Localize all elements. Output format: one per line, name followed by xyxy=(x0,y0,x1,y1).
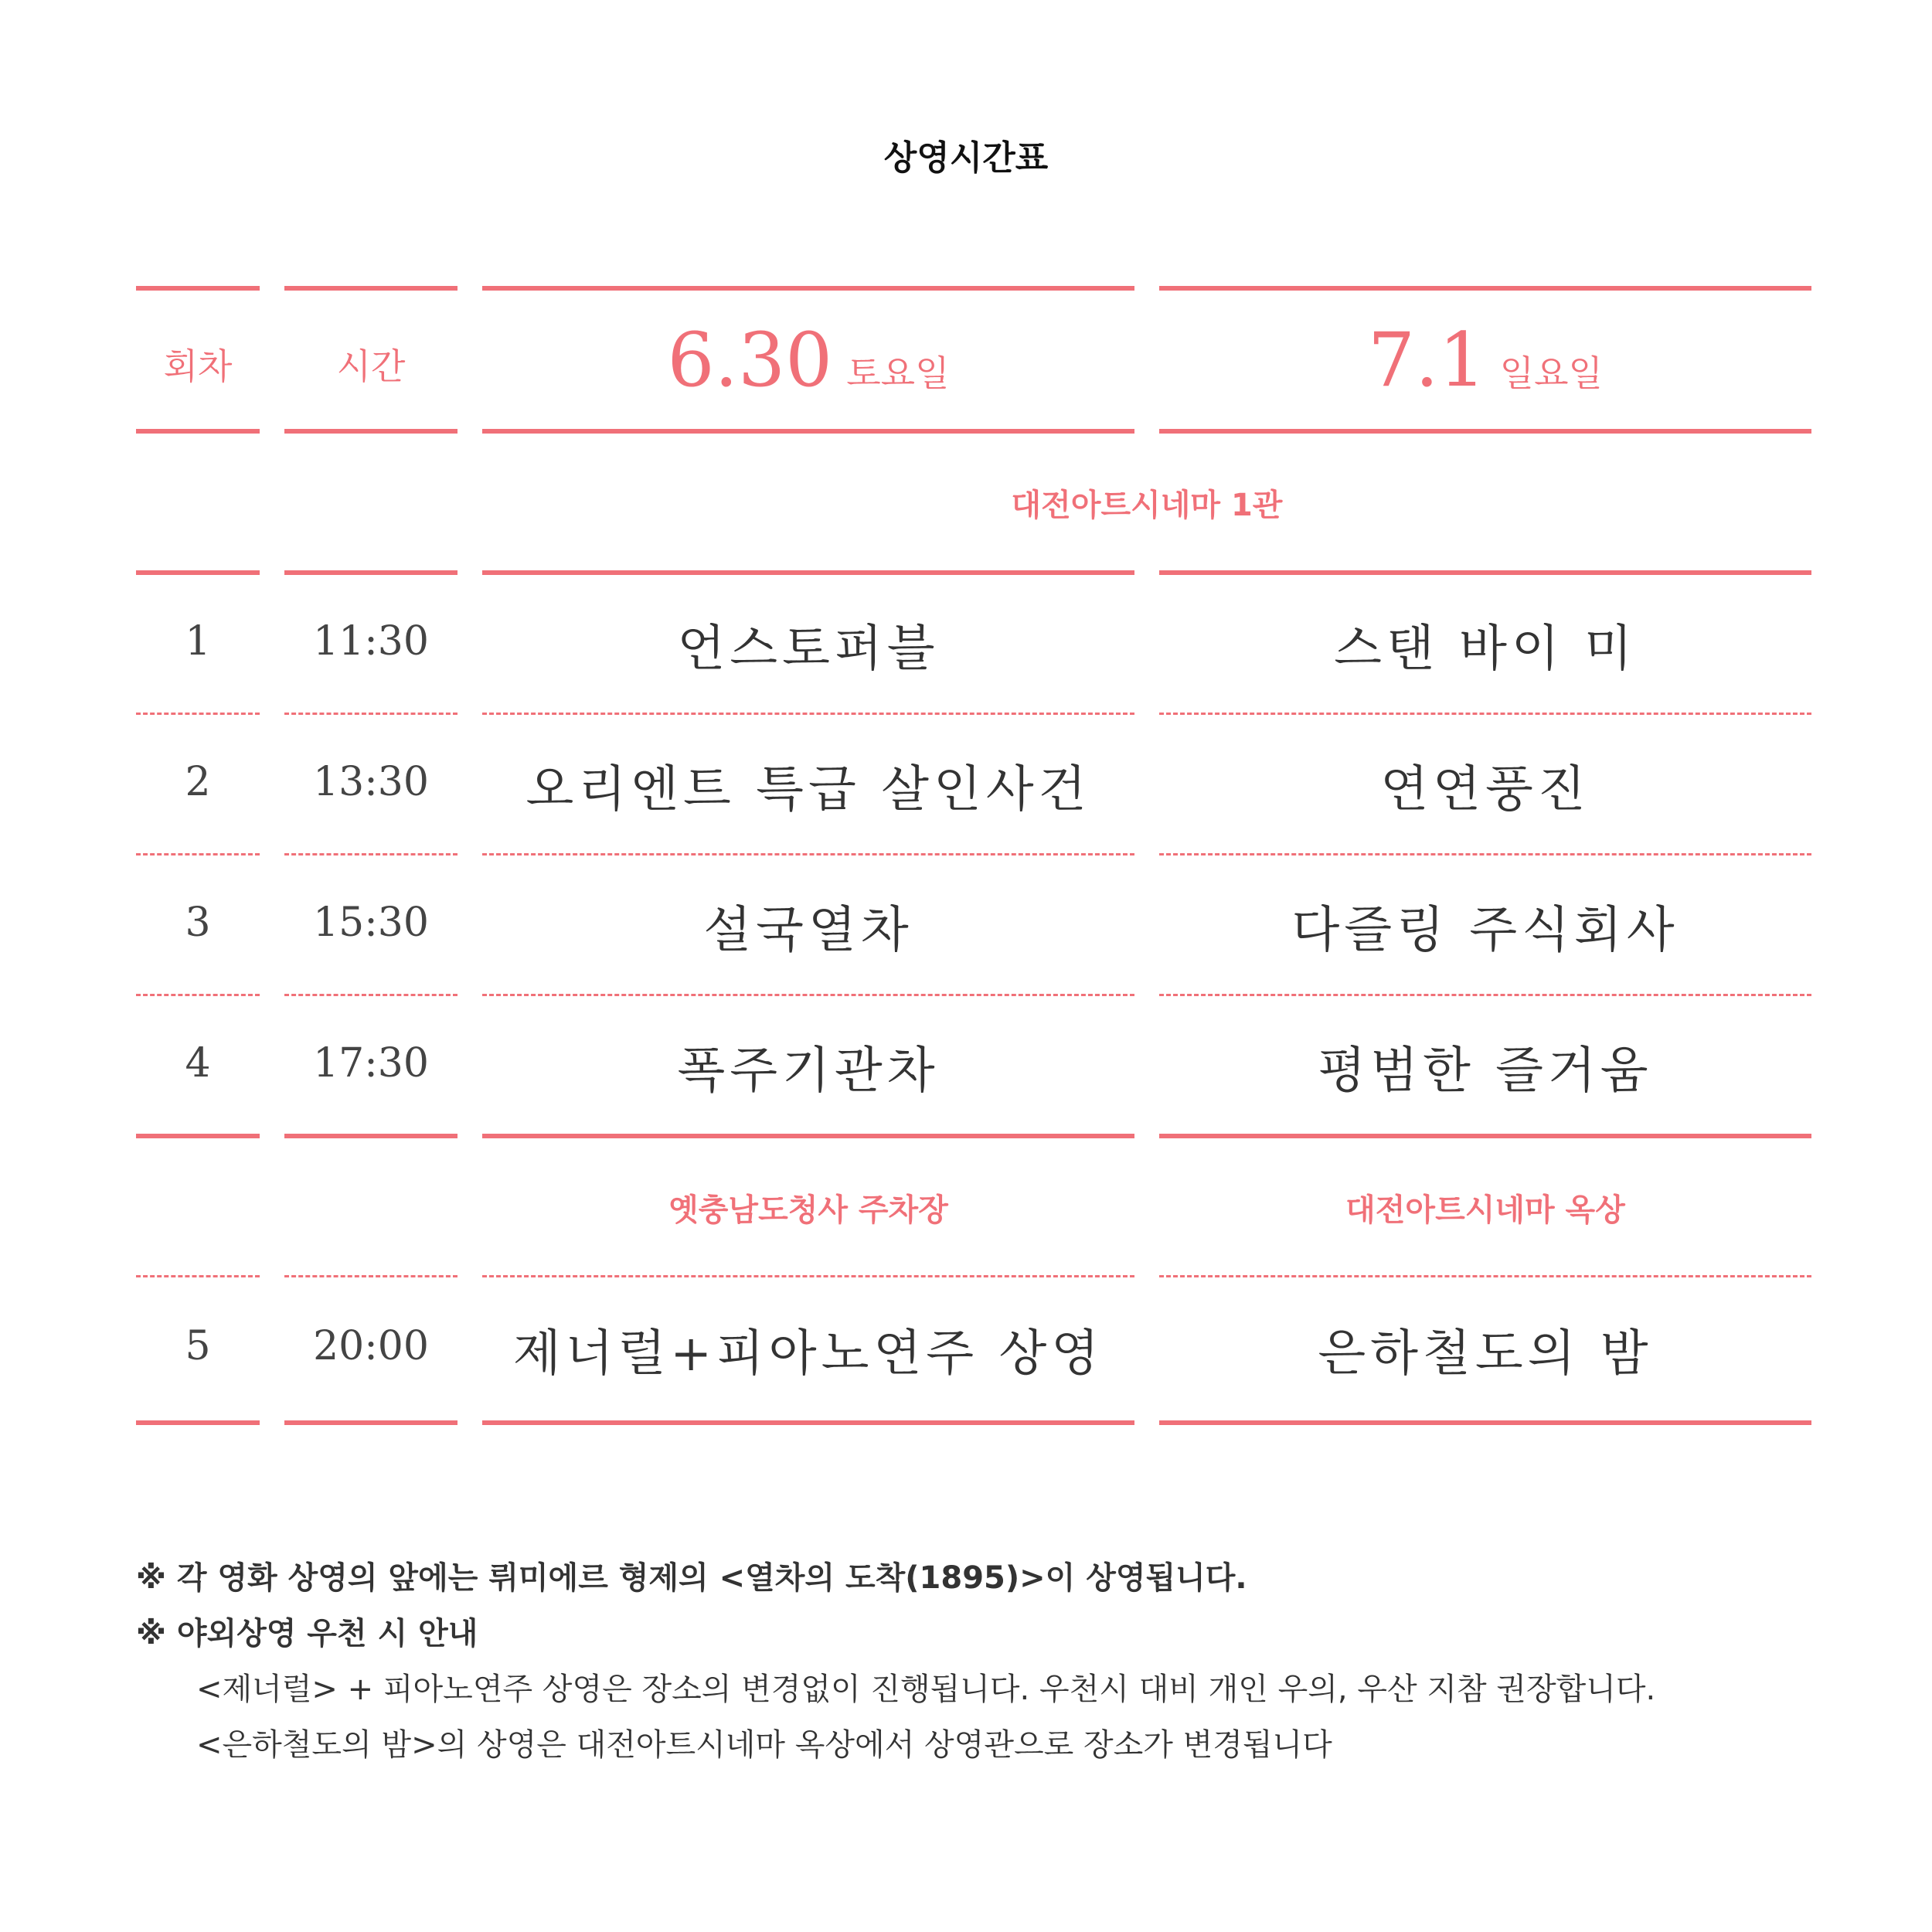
rule xyxy=(136,570,260,575)
note-line: <은하철도의 밤>의 상영은 대전아트시네마 옥상에서 상영관으로 장소가 변경됩니다 xyxy=(196,1727,1332,1763)
rule xyxy=(136,429,260,434)
page-title: 상영시간표 xyxy=(883,138,1049,178)
divider xyxy=(284,1275,457,1277)
rule xyxy=(1159,286,1811,291)
film-cell: 평범한 즐거움 xyxy=(1318,1043,1653,1100)
rule xyxy=(136,1420,260,1425)
round-cell: 5 xyxy=(185,1323,211,1369)
rule xyxy=(284,286,457,291)
day1-weekday: 토요일 xyxy=(846,352,950,394)
header-time: 시간 xyxy=(336,345,406,387)
header-day2 xyxy=(1159,317,1811,403)
venue-outdoor-day2: 대전아트시네마 옥상 xyxy=(1345,1192,1625,1228)
rule xyxy=(284,1134,457,1138)
round-cell: 4 xyxy=(185,1040,211,1087)
divider xyxy=(1159,713,1811,715)
divider xyxy=(136,1275,260,1277)
rule xyxy=(284,1420,457,1425)
rule xyxy=(482,429,1134,434)
venue-main: 대전아트시네마 1관 xyxy=(1011,488,1283,523)
divider xyxy=(136,713,260,715)
time-cell: 13:30 xyxy=(313,759,429,805)
rule xyxy=(1159,1134,1811,1138)
divider xyxy=(136,853,260,855)
divider xyxy=(482,713,1134,715)
rule xyxy=(482,570,1134,575)
day2-date: 7.1 xyxy=(1368,317,1486,403)
divider xyxy=(482,853,1134,855)
rule xyxy=(1159,429,1811,434)
note-line: <제너럴> + 피아노연주 상영은 장소의 변경없이 진행됩니다. 우천시 대비 개인 우의, 우산 지참 권장합니다. xyxy=(196,1672,1656,1707)
divider xyxy=(1159,994,1811,996)
divider xyxy=(482,994,1134,996)
divider xyxy=(284,713,457,715)
rule xyxy=(1159,1420,1811,1425)
rule xyxy=(136,286,260,291)
rule xyxy=(1159,570,1811,575)
divider xyxy=(136,994,260,996)
day2-weekday: 일요일 xyxy=(1499,352,1603,394)
round-cell: 2 xyxy=(185,759,211,805)
film-cell: 오리엔트 특급 살인사건 xyxy=(526,761,1091,818)
round-cell: 3 xyxy=(185,900,211,946)
rule xyxy=(284,570,457,575)
rule xyxy=(482,1420,1134,1425)
film-cell: 설국열차 xyxy=(703,902,913,959)
film-cell: 연연풍진 xyxy=(1380,761,1590,818)
time-cell: 15:30 xyxy=(313,900,429,946)
note-line: ※ 야외상영 우천 시 안내 xyxy=(136,1616,478,1651)
rule xyxy=(136,1134,260,1138)
time-cell: 17:30 xyxy=(313,1040,429,1087)
header-day1 xyxy=(482,317,1134,403)
film-cell: 제너럴+피아노연주 상영 xyxy=(512,1325,1104,1383)
film-cell: 스탠 바이 미 xyxy=(1334,621,1637,678)
header-round: 회차 xyxy=(163,345,233,387)
round-cell: 1 xyxy=(185,618,211,665)
divider xyxy=(482,1275,1134,1277)
film-cell: 폭주기관차 xyxy=(677,1043,940,1100)
rule xyxy=(482,1134,1134,1138)
divider xyxy=(284,994,457,996)
film-cell: 언스토퍼블 xyxy=(677,621,940,678)
venue-outdoor-day1: 옛충남도청사 주차장 xyxy=(668,1192,948,1228)
divider xyxy=(1159,853,1811,855)
time-cell: 20:00 xyxy=(313,1323,429,1369)
divider xyxy=(284,853,457,855)
film-cell: 다즐링 주식회사 xyxy=(1291,902,1679,959)
day1-date: 6.30 xyxy=(667,317,833,403)
rule xyxy=(284,429,457,434)
divider xyxy=(1159,1275,1811,1277)
note-line: ※ 각 영화 상영의 앞에는 뤼미에르 형제의 <열차의 도착(1895)>이 상영됩니다. xyxy=(136,1560,1247,1596)
film-cell: 은하철도의 밤 xyxy=(1318,1325,1653,1383)
time-cell: 11:30 xyxy=(313,618,429,665)
rule xyxy=(482,286,1134,291)
